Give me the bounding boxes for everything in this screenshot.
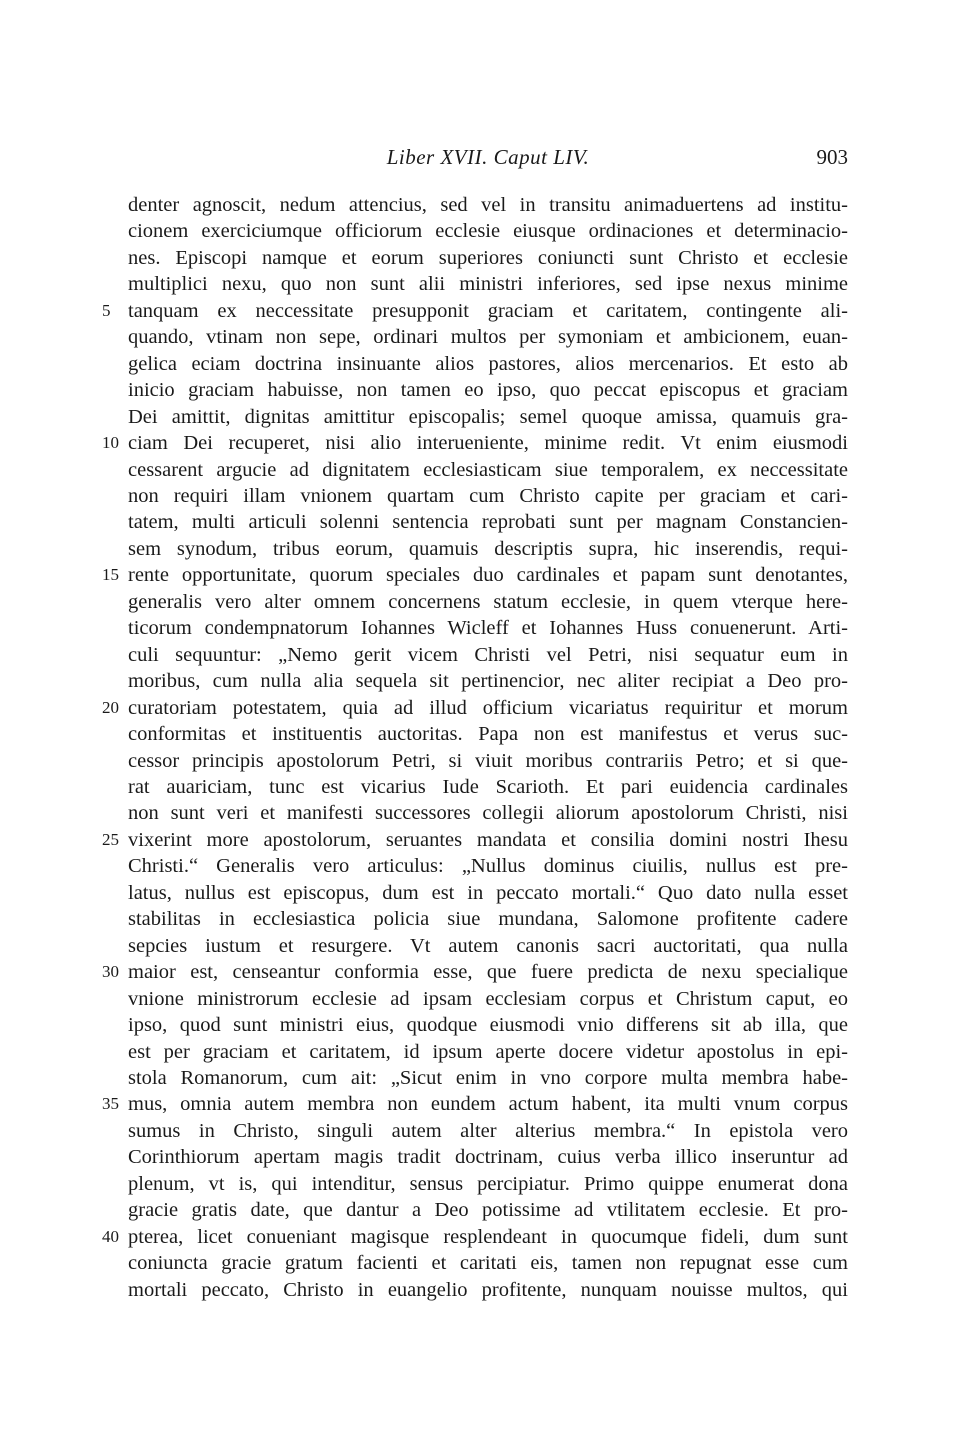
line-text: non requiri illam vnionem quartam cum Christo capite per graciam et cari- [128, 484, 848, 507]
line-text: pterea, licet conueniant magisque resplendeant in quocumque fideli, dum sunt [128, 1225, 848, 1248]
line-text: cionem exerciciumque officiorum ecclesie eiusque ordinaciones et determinacio- [128, 220, 848, 243]
line-text: sem synodum, tribus eorum, quamuis descriptis supra, hic inserendis, requi- [128, 537, 848, 560]
line-text: generalis vero alter omnem concernens statum ecclesie, in quem vterque here- [128, 590, 848, 613]
text-line [128, 404, 848, 430]
line-text: rente opportunitate, quorum speciales duo cardinales et papam sunt denotantes, [128, 564, 848, 587]
line-text: inicio graciam habuisse, non tamen eo ipso, quo peccat episcopus et graciam [128, 379, 848, 402]
line-text: curatoriam potestatem, quia ad illud officium vicariatus requiritur et morum [128, 696, 848, 719]
line-number: 10 [102, 433, 119, 453]
line-text: nes. Episcopi namque et eorum superiores coniuncti sunt Christo et ecclesie [128, 246, 848, 269]
text-line [102, 562, 848, 588]
text-line [128, 800, 848, 826]
line-text: gracie gratis date, que dantur a Deo potissime ad vtilitatem ecclesie. Et pro- [128, 1199, 848, 1222]
line-text: denter agnoscit, nedum attencius, sed vel in transitu animaduertens ad institu- [128, 194, 848, 216]
line-text: mortali peccato, Christo in euangelio profitente, nunquam nouisse multos, qui [128, 1278, 848, 1301]
line-text: est per graciam et caritatem, id ipsum aperte docere videtur apostolus in epi- [128, 1040, 848, 1063]
line-text: ciam Dei recuperet, nisi alio interueniente, minime redit. Vt enim eiusmodi [128, 432, 848, 455]
text-line [128, 536, 848, 562]
line-text: mus, omnia autem membra non eundem actum habent, ita multi vnum corpus [128, 1093, 848, 1116]
line-text: ipso, quod sunt ministri eius, quodque eiusmodi vnio differens sit ab illa, que [128, 1014, 848, 1037]
text-line [102, 430, 848, 456]
text-line [128, 774, 848, 800]
line-text: sumus in Christo, singuli autem alter alterius membra.“ In epistola vero [128, 1119, 848, 1142]
line-number: 15 [102, 565, 119, 585]
line-text: plenum, vt is, qui intenditur, sensus percipiatur. Primo quippe enumerat dona [128, 1172, 848, 1195]
line-text: vixerint more apostolorum, seruantes mandata et consilia domini nostri Ihesu [128, 828, 848, 851]
text-line [128, 1144, 848, 1170]
line-text: gelica eciam doctrina insinuante alios pastores, alios mercenarios. Et esto ab [128, 352, 848, 375]
text-line [128, 933, 848, 959]
text-line [128, 668, 848, 694]
text-line [128, 218, 848, 244]
text-line [128, 1250, 848, 1276]
line-text: stola Romanorum, cum ait: „Sicut enim in vno corpore multa membra habe- [128, 1066, 848, 1089]
body-text [102, 192, 848, 1303]
text-line [128, 483, 848, 509]
line-text: latus, nullus est episcopus, dum est in peccato mortali.“ Quo dato nulla esset [128, 881, 848, 904]
line-text: moribus, cum nulla alia sequela sit pertinencior, nec aliter recipiat a Deo pro- [128, 670, 848, 693]
text-line [128, 880, 848, 906]
text-line [128, 1012, 848, 1038]
text-line [128, 271, 848, 297]
line-text: Dei amittit, dignitas amittitur episcopalis; semel quoque amissa, quamuis gra- [128, 405, 848, 428]
text-line [128, 615, 848, 641]
line-text: quando, vtinam non sepe, ordinari multos per symoniam et ambicionem, euan- [128, 326, 848, 349]
line-number: 5 [102, 300, 111, 320]
line-text: vnione ministrorum ecclesie ad ipsam ecclesiam corpus et Christum caput, eo [128, 987, 848, 1010]
text-line [128, 192, 848, 218]
text-line [128, 642, 848, 668]
line-number: 30 [102, 962, 119, 982]
text-line [128, 1118, 848, 1144]
page-number: 903 [816, 145, 848, 169]
line-number: 20 [102, 697, 119, 717]
line-text: Corinthiorum apertam magis tradit doctrinam, cuius verba illico inseruntur ad [128, 1146, 848, 1169]
text-line [128, 324, 848, 350]
text-line [128, 1197, 848, 1223]
line-text: coniuncta gracie gratum facienti et caritati eis, tamen non repugnat esse cum [128, 1252, 848, 1275]
line-text: non sunt veri et manifesti successores collegii aliorum apostolorum Christi, nisi [128, 802, 848, 825]
text-line [102, 827, 848, 853]
line-number: 25 [102, 829, 119, 849]
text-line [128, 509, 848, 535]
line-text: cessor principis apostolorum Petri, si viuit moribus contrariis Petro; et si que- [128, 749, 848, 772]
text-line [102, 298, 848, 324]
text-line [128, 351, 848, 377]
line-number: 40 [102, 1226, 119, 1246]
line-text: tanquam ex neccessitate presupponit graciam et caritatem, contingente ali- [128, 299, 848, 322]
text-line [128, 853, 848, 879]
line-number: 35 [102, 1094, 119, 1114]
text-line [102, 1091, 848, 1117]
line-text: ticorum condempnatorum Iohannes Wicleff et Iohannes Huss conuenerunt. Arti- [128, 617, 848, 640]
text-line [102, 959, 848, 985]
text-line [128, 377, 848, 403]
text-line [128, 457, 848, 483]
line-text: rat auariciam, tunc est vicarius Iude Scarioth. Et pari euidencia cardinales [128, 775, 848, 798]
text-line [128, 1171, 848, 1197]
line-text: conformitas et instituentis auctoritas. Papa non est manifestus et verus suc- [128, 723, 848, 746]
line-text: Christi.“ Generalis vero articulus: „Nullus dominus ciuilis, nullus est pre- [128, 855, 848, 878]
text-line [128, 748, 848, 774]
text-line [102, 695, 848, 721]
text-line [102, 1224, 848, 1250]
running-title: Liber XVII. Caput LIV. [386, 145, 590, 169]
line-text: tatem, multi articuli solenni sentencia reprobati sunt per magnam Constancien- [128, 511, 848, 534]
text-line [128, 721, 848, 747]
text-line [128, 589, 848, 615]
text-line [128, 1039, 848, 1065]
line-text: stabilitas in ecclesiastica policia siue mundana, Salomone profitente cadere [128, 908, 848, 931]
text-line [128, 986, 848, 1012]
page-header [128, 145, 848, 175]
line-text: multiplici nexu, quo non sunt alii ministri inferiores, sed ipse nexus minime [128, 273, 848, 296]
line-text: culi sequuntur: „Nemo gerit vicem Christi vel Petri, nisi sequatur eum in [128, 643, 848, 666]
text-line [128, 906, 848, 932]
line-text: cessarent argucie ad dignitatem ecclesiasticam siue temporalem, ex neccessitate [128, 458, 848, 481]
text-line [128, 1277, 848, 1303]
text-line [128, 245, 848, 271]
line-text: sepcies iustum et resurgere. Vt autem canonis sacri auctoritati, qua nulla [128, 934, 848, 957]
text-line [128, 1065, 848, 1091]
line-text: maior est, censeantur conformia esse, que fuere predicta de nexu specialique [128, 961, 848, 984]
